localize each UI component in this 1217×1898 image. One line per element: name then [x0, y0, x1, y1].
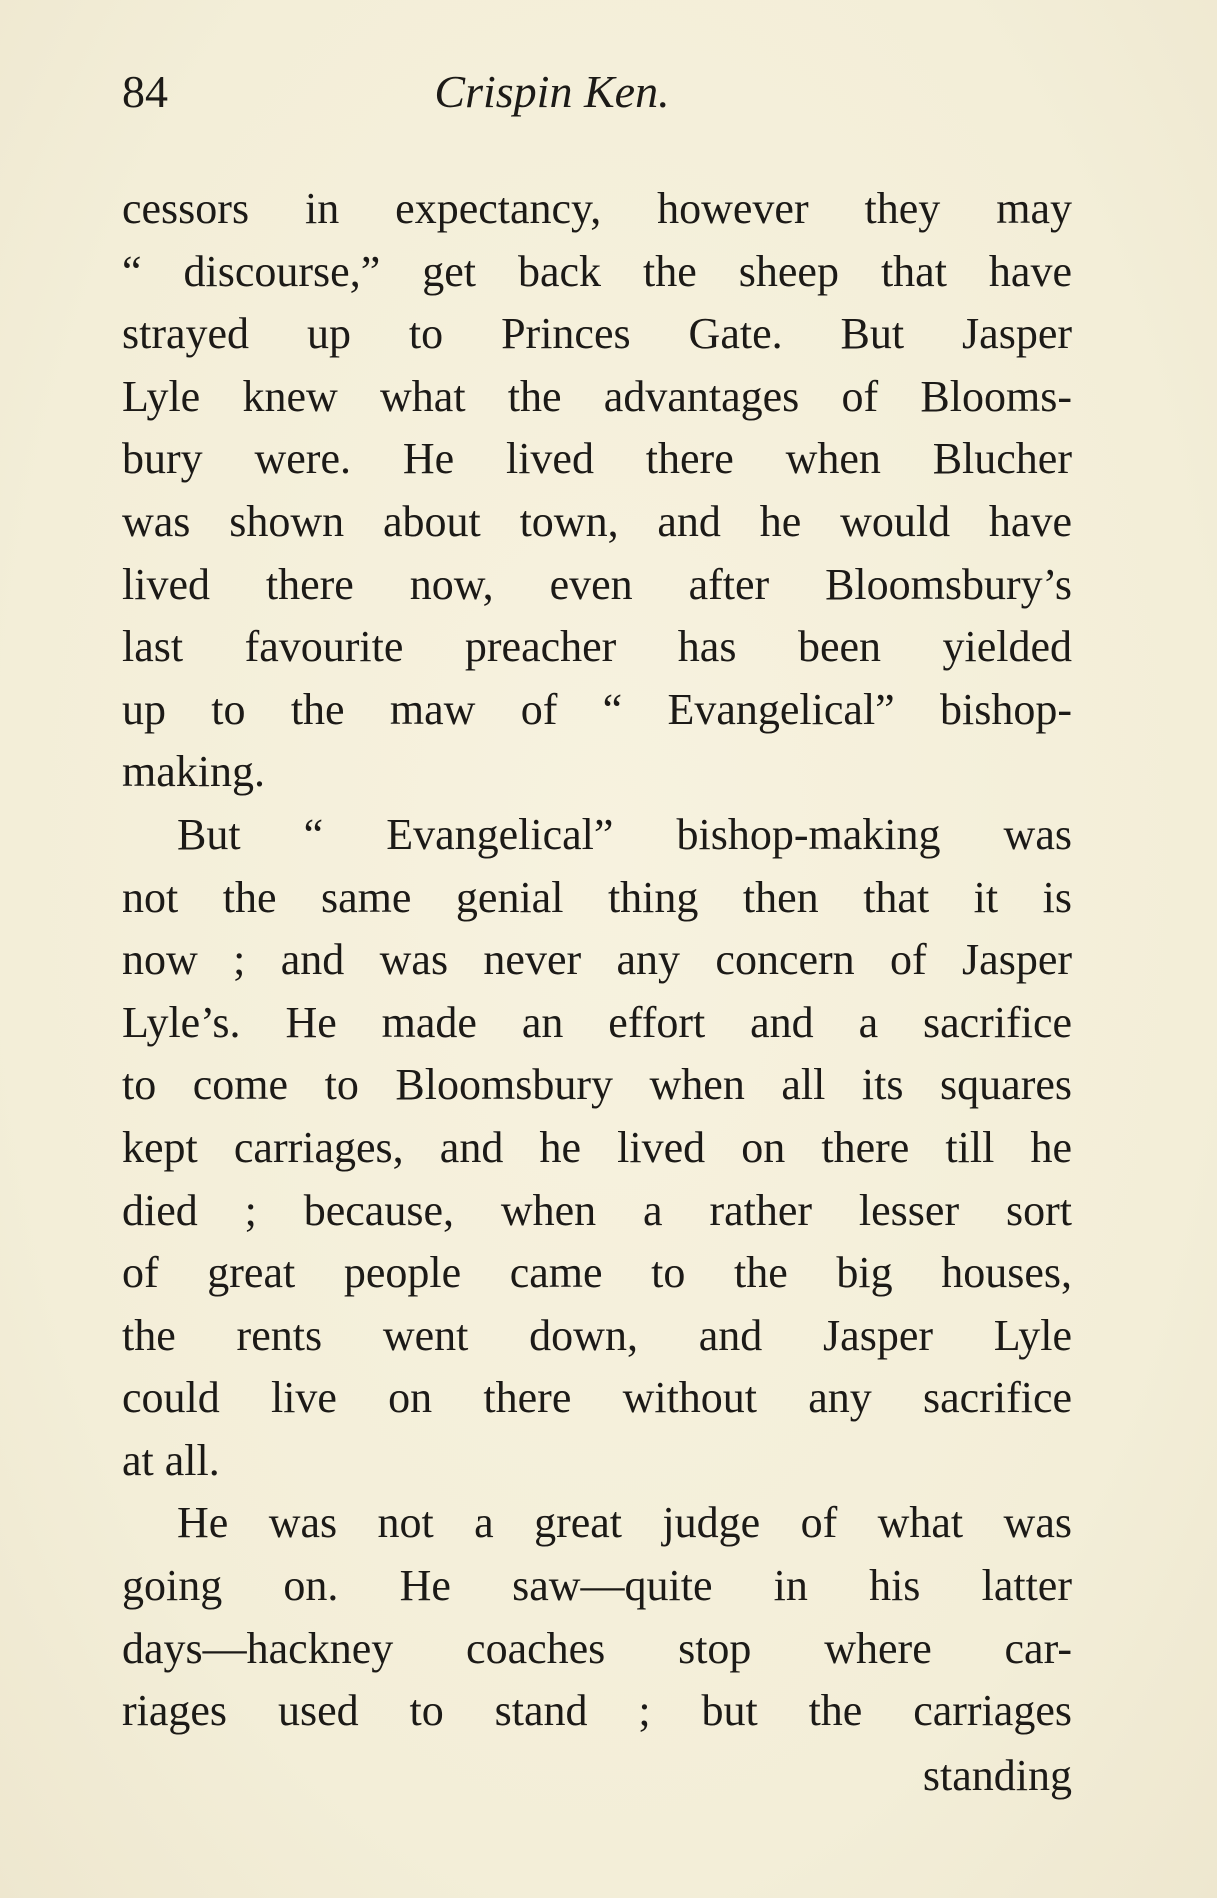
- text-line: of great people came to the big houses,: [122, 1248, 1072, 1298]
- text-line: Lyle knew what the advantages of Blooms-: [122, 371, 1072, 421]
- text-line: the rents went down, and Jasper Lyle: [122, 1310, 1072, 1360]
- text-line: up to the maw of “ Evangelical” bishop-: [122, 684, 1072, 734]
- text-line: was shown about town, and he would have: [122, 496, 1072, 546]
- text-line: cessors in expectancy, however they may: [122, 184, 1072, 233]
- text-line: strayed up to Princes Gate. But Jasper: [122, 309, 1072, 359]
- text-line: going on. He saw—quite in his latter: [122, 1561, 1072, 1611]
- text-line: days—hackney coaches stop where car-: [122, 1623, 1072, 1673]
- text-line: “ discourse,” get back the sheep that have: [122, 246, 1072, 296]
- body-text: [122, 178, 1072, 1743]
- text-line: kept carriages, and he lived on there till he: [122, 1122, 1072, 1172]
- text-line: last favourite preacher has been yielded: [122, 622, 1072, 672]
- text-line: riages used to stand ; but the carriages: [122, 1686, 1072, 1736]
- text-line: to come to Bloomsbury when all its squares: [122, 1060, 1072, 1110]
- paragraph-start-line: He was not a great judge of what was: [177, 1498, 1072, 1548]
- text-line: lived there now, even after Bloomsbury’s: [122, 559, 1072, 609]
- text-line: could live on there without any sacrifice: [122, 1373, 1072, 1423]
- running-title: Crispin Ken.: [434, 66, 670, 117]
- text-line: died ; because, when a rather lesser sort: [122, 1185, 1072, 1235]
- paragraph-start-line: But “ Evangelical” bishop-making was: [177, 809, 1072, 859]
- text-line: not the same genial thing then that it is: [122, 872, 1072, 922]
- text-line: making.: [122, 747, 265, 797]
- text-line: at all.: [122, 1435, 220, 1485]
- text-line: Lyle’s. He made an effort and a sacrifice: [122, 997, 1072, 1047]
- text-line: bury were. He lived there when Blucher: [122, 434, 1072, 484]
- page-number: 84: [122, 66, 168, 117]
- catchword: standing: [922, 1751, 1072, 1800]
- text-line: now ; and was never any concern of Jasper: [122, 935, 1072, 985]
- page-header: [122, 62, 1072, 122]
